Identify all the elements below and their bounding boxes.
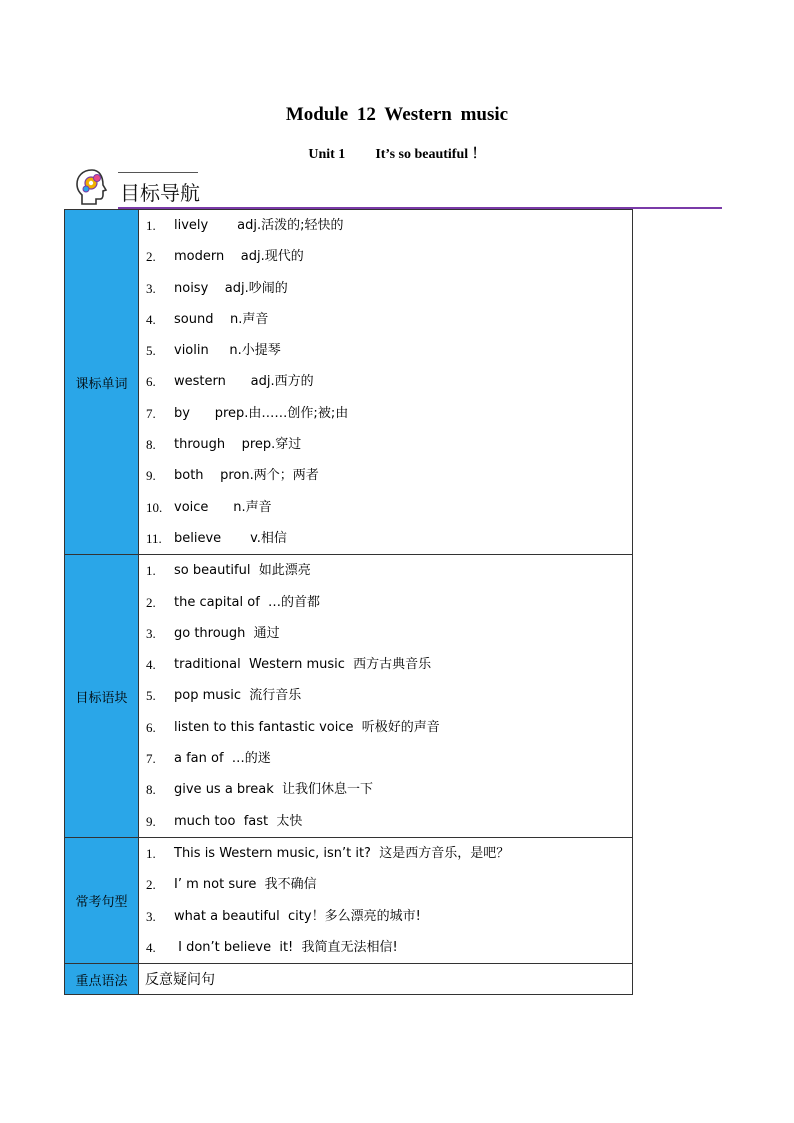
item-number: 4. — [146, 939, 156, 955]
item-number: 8. — [146, 437, 156, 453]
item-number: 3. — [146, 625, 156, 641]
list-item — [139, 429, 632, 460]
item-text: through prep.穿过 — [174, 437, 302, 453]
list-item — [139, 680, 632, 711]
list-item — [139, 901, 632, 932]
item-text: the capital of …的首都 — [174, 594, 321, 610]
item-text: voice n.声音 — [174, 499, 272, 515]
item-text: a fan of …的迷 — [174, 751, 271, 767]
item-number: 4. — [146, 311, 156, 327]
sentences-row — [65, 837, 633, 963]
item-number: 8. — [146, 782, 156, 798]
sentences-category: 常考句型 — [65, 837, 139, 963]
list-item — [139, 273, 632, 304]
item-text: what a beautiful city！多么漂亮的城市! — [174, 908, 421, 924]
item-text: This is Western music, isn’t it? 这是西方音乐，是吧？ — [174, 845, 510, 861]
section-top-line — [118, 172, 198, 173]
item-text: traditional Western music 西方古典音乐 — [174, 657, 432, 673]
grammar-text: 反意疑问句 — [145, 972, 215, 989]
item-number: 4. — [146, 657, 156, 673]
item-number: 3. — [146, 908, 156, 924]
item-text: noisy adj.吵闹的 — [174, 280, 288, 296]
item-text: by prep.由……创作;被;由 — [174, 405, 349, 421]
page-title: Module 12 Western music — [285, 104, 509, 125]
list-item — [139, 774, 632, 805]
unit-title: It’s so beautiful ！ — [375, 147, 486, 162]
item-number: 6. — [146, 374, 156, 390]
item-text: much too fast 太快 — [174, 813, 303, 829]
list-item — [139, 649, 632, 680]
study-table — [64, 209, 633, 995]
vocab-category: 课标单词 — [65, 210, 139, 555]
list-item — [139, 398, 632, 429]
item-number: 11. — [146, 530, 162, 546]
item-number: 1. — [146, 845, 156, 861]
item-text: modern adj.现代的 — [174, 249, 304, 265]
item-text: go through 通过 — [174, 625, 280, 641]
sentences-list — [139, 838, 632, 963]
vocab-row — [65, 210, 633, 555]
list-item — [139, 743, 632, 774]
list-item — [139, 460, 632, 491]
item-number: 9. — [146, 813, 156, 829]
unit-label: Unit 1 — [308, 147, 346, 162]
item-number: 2. — [146, 249, 156, 265]
list-item — [139, 618, 632, 649]
item-number: 6. — [146, 719, 156, 735]
list-item — [139, 555, 632, 586]
item-number: 5. — [146, 343, 156, 359]
phrases-row — [65, 555, 633, 838]
item-number: 1. — [146, 218, 156, 233]
phrases-category: 目标语块 — [65, 555, 139, 838]
item-text: pop music 流行音乐 — [174, 688, 302, 704]
section-title: 目标导航 — [120, 181, 200, 205]
item-number: 2. — [146, 877, 156, 893]
item-text: give us a break 让我们休息一下 — [174, 782, 373, 798]
grammar-category: 重点语法 — [65, 964, 139, 995]
item-text: lively adj.活泼的;轻快的 — [174, 218, 344, 233]
grammar-row — [65, 964, 633, 995]
item-text: listen to this fantastic voice 听极好的声音 — [174, 719, 440, 735]
item-text: western adj.西方的 — [174, 374, 314, 390]
item-text: both pron.两个；两者 — [174, 468, 319, 484]
item-number: 3. — [146, 280, 156, 296]
item-text: so beautiful 如此漂亮 — [174, 563, 311, 579]
item-number: 1. — [146, 563, 156, 579]
list-item — [139, 932, 632, 963]
list-item — [139, 806, 632, 837]
phrases-list — [139, 555, 632, 837]
item-text: I don’t believe it! 我简直无法相信! — [174, 939, 398, 955]
vocab-list — [139, 210, 632, 554]
list-item — [139, 869, 632, 900]
list-item — [139, 304, 632, 335]
list-item — [139, 241, 632, 272]
item-text: I’ m not sure 我不确信 — [174, 877, 317, 893]
unit-subtitle — [0, 143, 794, 163]
item-number: 9. — [146, 468, 156, 484]
list-item — [139, 523, 632, 554]
item-number: 2. — [146, 594, 156, 610]
item-number: 10. — [146, 499, 163, 515]
list-item — [139, 335, 632, 366]
head-with-gears-icon — [74, 167, 110, 207]
item-text: sound n.声音 — [174, 311, 269, 327]
list-item — [139, 587, 632, 618]
list-item — [139, 712, 632, 743]
item-number: 7. — [146, 405, 156, 421]
list-item — [139, 492, 632, 523]
item-text: violin n.小提琴 — [174, 343, 281, 359]
item-number: 7. — [146, 751, 156, 767]
list-item — [139, 210, 632, 241]
list-item — [139, 366, 632, 397]
item-text: believe v.相信 — [174, 530, 287, 546]
list-item — [139, 838, 632, 869]
item-number: 5. — [146, 688, 156, 704]
